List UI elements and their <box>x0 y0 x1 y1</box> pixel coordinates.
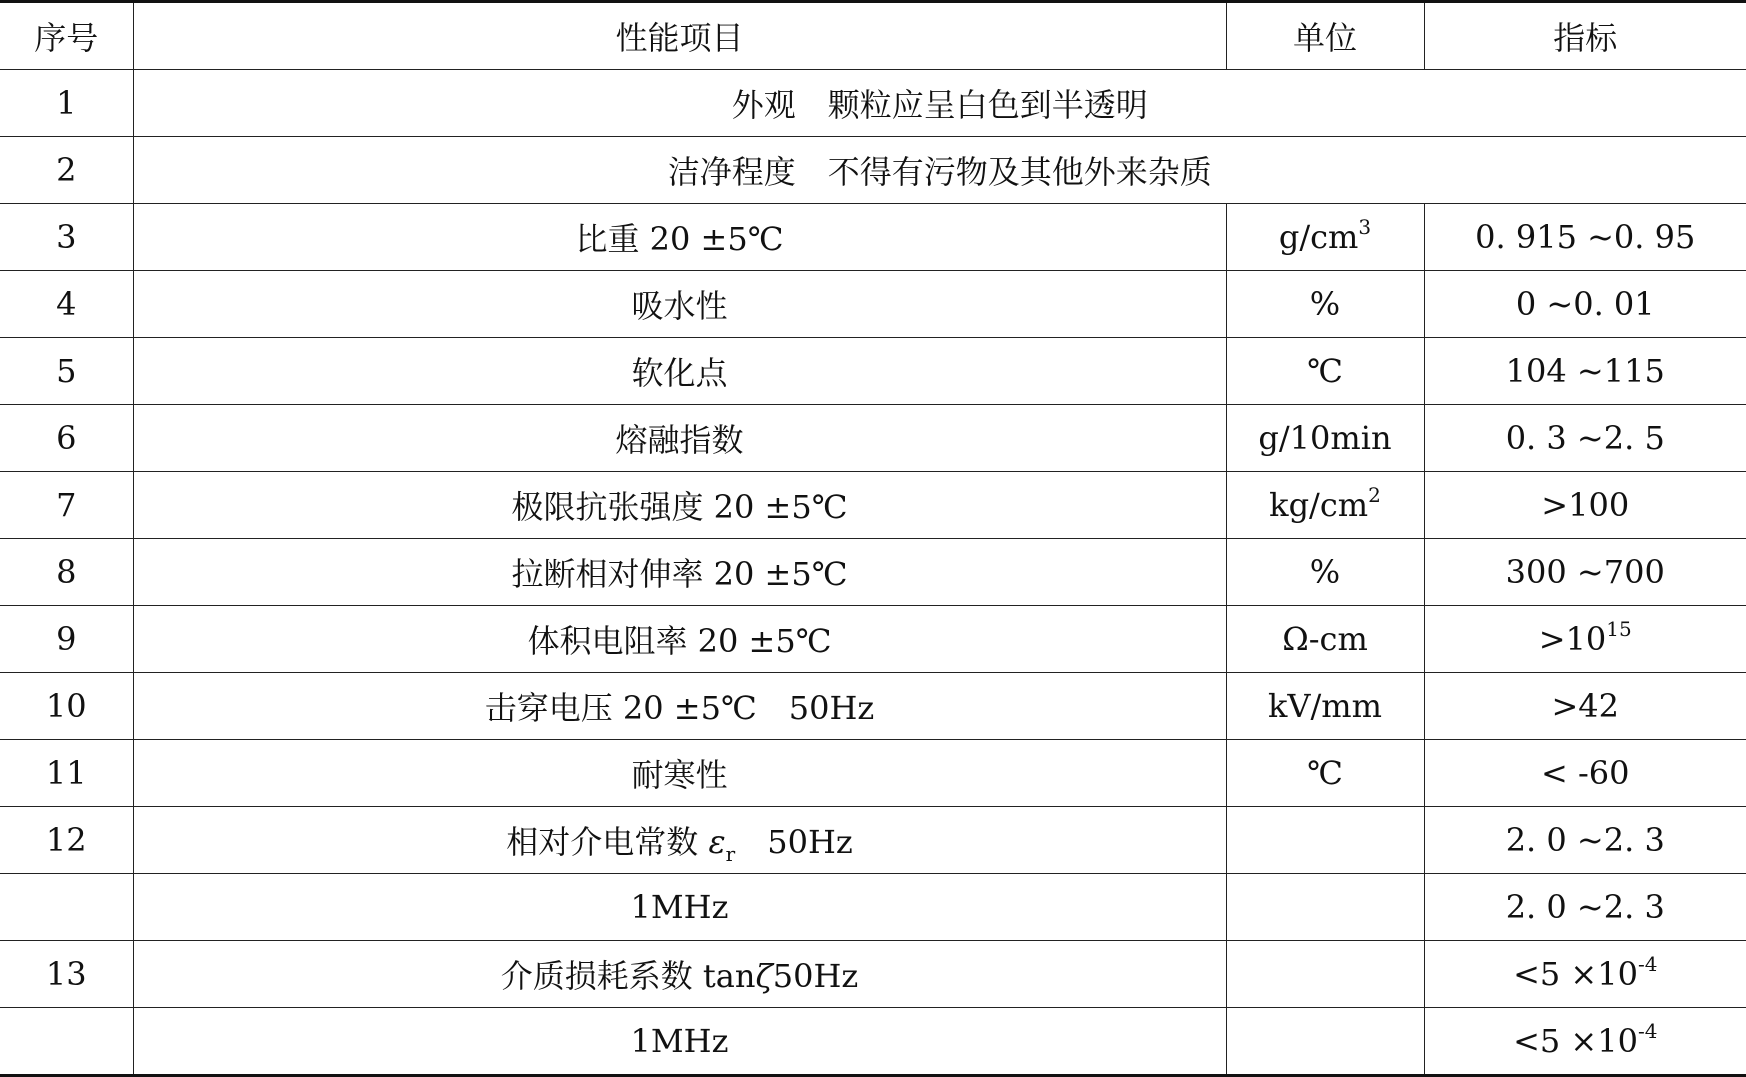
merged-cell <box>133 70 1746 137</box>
row-value <box>1424 941 1746 1008</box>
table-row <box>0 472 1746 539</box>
row-unit <box>1226 807 1424 874</box>
row-item: 1MHz <box>133 1008 1226 1076</box>
row-item: 比重 20 ±5℃ <box>133 204 1226 271</box>
merged-cell <box>133 137 1746 204</box>
table-row <box>0 405 1746 472</box>
item-extra: 50Hz <box>767 823 853 861</box>
row-value: >42 <box>1424 673 1746 740</box>
row-value: 2. 0 ~2. 3 <box>1424 874 1746 941</box>
row-value: >100 <box>1424 472 1746 539</box>
unit-sup: 2 <box>1368 483 1381 507</box>
row-item: 极限抗张强度 20 ±5℃ <box>133 472 1226 539</box>
row-no: 12 <box>0 807 133 874</box>
row-unit: ℃ <box>1226 338 1424 405</box>
item-sub: r <box>725 842 736 866</box>
row-item: 吸水性 <box>133 271 1226 338</box>
item-main: 介质损耗系数 tan <box>500 957 756 995</box>
row-unit <box>1226 204 1424 271</box>
row-value: 0 ~0. 01 <box>1424 271 1746 338</box>
header-no: 序号 <box>0 2 133 70</box>
table-row <box>0 271 1746 338</box>
header-item: 性能项目 <box>133 2 1226 70</box>
header-unit: 单位 <box>1226 2 1424 70</box>
value-sup: -4 <box>1637 1019 1658 1043</box>
row-item: 体积电阻率 20 ±5℃ <box>133 606 1226 673</box>
table-row <box>0 807 1746 874</box>
row-unit <box>1226 472 1424 539</box>
table-row <box>0 204 1746 271</box>
row-item: 拉断相对伸率 20 ±5℃ <box>133 539 1226 606</box>
row-unit: kV/mm <box>1226 673 1424 740</box>
item-main: 击穿电压 20 ±5℃ <box>484 689 757 727</box>
value-sup: 15 <box>1606 617 1632 641</box>
row-unit: g/10min <box>1226 405 1424 472</box>
row-no <box>0 1008 133 1076</box>
item-extra: 50Hz <box>772 957 859 995</box>
row-no: 9 <box>0 606 133 673</box>
row-no: 7 <box>0 472 133 539</box>
item-extra: 50Hz <box>788 689 875 727</box>
table-row <box>0 539 1746 606</box>
unit-main: g/cm <box>1278 218 1359 256</box>
table-row <box>0 740 1746 807</box>
table-row <box>0 70 1746 137</box>
table-row <box>0 1008 1746 1076</box>
row-value: < -60 <box>1424 740 1746 807</box>
item-main: 相对介电常数 <box>506 823 699 861</box>
merged-value: 颗粒应呈白色到半透明 <box>827 86 1148 124</box>
row-item: 耐寒性 <box>133 740 1226 807</box>
unit-sup: 3 <box>1358 215 1372 239</box>
item-symbol: ζ <box>755 957 773 995</box>
row-no: 8 <box>0 539 133 606</box>
row-unit <box>1226 874 1424 941</box>
row-item: 熔融指数 <box>133 405 1226 472</box>
header-row <box>0 2 1746 70</box>
table-row <box>0 673 1746 740</box>
row-item <box>133 673 1226 740</box>
value-sup: -4 <box>1637 952 1658 976</box>
merged-label: 洁净程度 <box>667 153 796 191</box>
row-no: 4 <box>0 271 133 338</box>
value-main: <5 ×10 <box>1513 955 1638 993</box>
row-no: 2 <box>0 137 133 204</box>
row-item: 1MHz <box>133 874 1226 941</box>
row-value: 0. 3 ~2. 5 <box>1424 405 1746 472</box>
row-value: 2. 0 ~2. 3 <box>1424 807 1746 874</box>
row-no: 10 <box>0 673 133 740</box>
row-no <box>0 874 133 941</box>
table-row <box>0 338 1746 405</box>
row-no: 11 <box>0 740 133 807</box>
table-row <box>0 606 1746 673</box>
row-unit <box>1226 1008 1424 1076</box>
row-value: 104 ~115 <box>1424 338 1746 405</box>
merged-value: 不得有污物及其他外来杂质 <box>827 153 1212 191</box>
row-no: 3 <box>0 204 133 271</box>
header-value: 指标 <box>1424 2 1746 70</box>
value-main: <5 ×10 <box>1513 1022 1638 1060</box>
table-row <box>0 941 1746 1008</box>
row-no: 1 <box>0 70 133 137</box>
row-unit: Ω-cm <box>1226 606 1424 673</box>
row-unit <box>1226 941 1424 1008</box>
row-item <box>133 941 1226 1008</box>
row-unit: % <box>1226 271 1424 338</box>
table-row <box>0 874 1746 941</box>
row-item: 软化点 <box>133 338 1226 405</box>
row-no: 6 <box>0 405 133 472</box>
row-unit: % <box>1226 539 1424 606</box>
unit-main: kg/cm <box>1269 486 1369 524</box>
value-main: >10 <box>1538 620 1607 658</box>
row-value <box>1424 606 1746 673</box>
item-symbol: ε <box>708 823 726 861</box>
row-unit: ℃ <box>1226 740 1424 807</box>
row-item <box>133 807 1226 874</box>
merged-label: 外观 <box>731 86 796 124</box>
row-value <box>1424 1008 1746 1076</box>
row-no: 5 <box>0 338 133 405</box>
row-no: 13 <box>0 941 133 1008</box>
row-value: 0. 915 ~0. 95 <box>1424 204 1746 271</box>
row-value: 300 ~700 <box>1424 539 1746 606</box>
table-row <box>0 137 1746 204</box>
